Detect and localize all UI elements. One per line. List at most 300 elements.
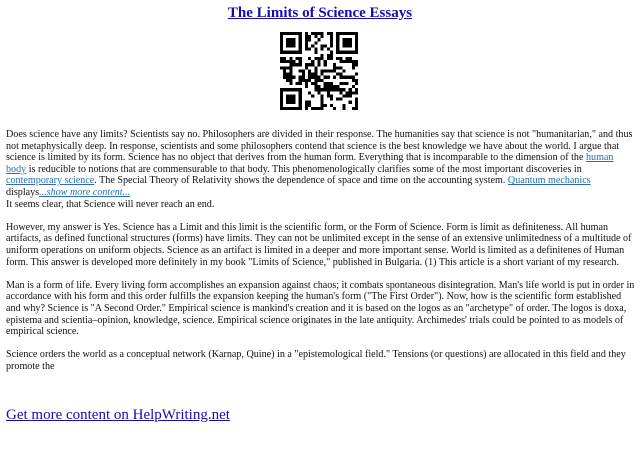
qr-module — [349, 38, 352, 41]
qr-module — [283, 32, 286, 35]
qr-module — [321, 44, 324, 47]
qr-module — [321, 69, 324, 72]
qr-module — [286, 101, 289, 104]
qr-module — [289, 76, 292, 79]
qr-module — [280, 48, 283, 51]
qr-module — [280, 91, 283, 94]
show-more-link[interactable]: ...show more content... — [39, 186, 131, 198]
qr-module — [352, 107, 355, 110]
qr-module — [292, 98, 295, 101]
qr-module — [349, 51, 352, 54]
qr-module — [355, 41, 358, 44]
qr-module — [314, 35, 317, 38]
qr-module — [330, 88, 333, 91]
qr-module — [283, 51, 286, 54]
qr-module — [346, 76, 349, 79]
qr-module — [299, 98, 302, 101]
qr-module — [324, 82, 327, 85]
human-body-link[interactable]: human body — [6, 152, 614, 175]
qr-module — [286, 76, 289, 79]
qr-module — [355, 35, 358, 38]
qr-module — [299, 57, 302, 60]
qr-module — [308, 48, 311, 51]
qr-module — [355, 82, 358, 85]
qr-module — [321, 88, 324, 91]
qr-module — [286, 38, 289, 41]
qr-module — [346, 57, 349, 60]
qr-module — [314, 73, 317, 76]
qr-module — [299, 76, 302, 79]
qr-module — [283, 66, 286, 69]
qr-module — [327, 54, 330, 57]
qr-module — [346, 94, 349, 97]
qr-module — [321, 79, 324, 82]
qr-module — [321, 101, 324, 104]
qr-module — [342, 88, 345, 91]
qr-module — [283, 107, 286, 110]
qr-module — [286, 32, 289, 35]
qr-module — [311, 32, 314, 35]
qr-module — [330, 85, 333, 88]
qr-module — [292, 88, 295, 91]
qr-module — [339, 32, 342, 35]
page-title — [0, 5, 640, 22]
qr-module — [336, 98, 339, 101]
qr-module — [342, 94, 345, 97]
qr-module — [308, 57, 311, 60]
qr-module — [333, 66, 336, 69]
qr-module — [305, 104, 308, 107]
qr-module — [286, 66, 289, 69]
qr-module — [321, 32, 324, 35]
qr-module — [336, 35, 339, 38]
text: is reducible to notions that are commensurable to that body. This phenomenologically clarifies some of the most important discoveries in — [26, 163, 582, 175]
qr-module — [280, 107, 283, 110]
qr-module — [336, 44, 339, 47]
qr-module — [286, 44, 289, 47]
qr-module — [289, 88, 292, 91]
qr-module — [321, 98, 324, 101]
qr-module — [302, 69, 305, 72]
qr-module — [352, 32, 355, 35]
qr-module — [355, 48, 358, 51]
qr-module — [346, 44, 349, 47]
qr-module — [339, 98, 342, 101]
qr-module — [355, 104, 358, 107]
qr-module — [305, 85, 308, 88]
qr-module — [349, 76, 352, 79]
title-link[interactable]: The Limits of Science Essays — [227, 5, 413, 21]
qr-module — [280, 44, 283, 47]
qr-module — [305, 32, 308, 35]
qr-module — [311, 76, 314, 79]
qr-module — [296, 51, 299, 54]
qr-module — [330, 69, 333, 72]
qr-module — [330, 104, 333, 107]
qr-module — [286, 88, 289, 91]
qr-module — [352, 91, 355, 94]
qr-module — [355, 98, 358, 101]
qr-module — [317, 79, 320, 82]
qr-module — [286, 107, 289, 110]
qr-module — [342, 104, 345, 107]
qr-module — [299, 79, 302, 82]
qr-module — [292, 101, 295, 104]
qr-module — [346, 60, 349, 63]
qr-module — [299, 44, 302, 47]
qr-module — [289, 79, 292, 82]
qr-module — [286, 41, 289, 44]
qr-module — [292, 107, 295, 110]
qr-module — [355, 79, 358, 82]
qr-module — [317, 60, 320, 63]
qr-module — [333, 85, 336, 88]
qr-module — [299, 104, 302, 107]
qr-module — [349, 94, 352, 97]
qr-module — [317, 85, 320, 88]
qr-module — [314, 41, 317, 44]
qr-module — [339, 82, 342, 85]
qr-module — [314, 107, 317, 110]
qr-module — [289, 107, 292, 110]
qr-module — [280, 66, 283, 69]
qr-module — [324, 104, 327, 107]
qr-module — [308, 76, 311, 79]
qr-module — [336, 32, 339, 35]
qr-module — [280, 101, 283, 104]
qr-module — [286, 60, 289, 63]
qr-module — [314, 79, 317, 82]
paragraph-2: However, my answer is Yes. Science has a Limit and this limit is the scientific form, or the Form of Science. Form is limit as definiteness. All human artifacts, as defined functional structures (forms) have limits. They can not be unlimited except in the sense of an extensive unlimitedness of a multitude of uniform operations on uniform objects. Science as an artifact is limited in a deeper and more important sense. World is limited as a definitenes of Human form. This answer is developed more definitely in my book "Limits of Science," published in Bulgaria. (1) This article is a short variant of my research. — [6, 221, 632, 268]
qr-module — [355, 63, 358, 66]
qr-module — [314, 57, 317, 60]
get-more-content-link[interactable]: Get more content on HelpWriting.net — [6, 407, 230, 423]
qr-module — [311, 63, 314, 66]
text: Does science have any limits? Scientists say no. Philosophers are divided in their response. The humanities say that science is not "humanitarian," and thus not metaphysically deep. In response, scientists and some philosophers contend that science is the best knowledge we have about the world. I argue that science is limited by its form. Science has no object that derives from the human form. Everything that is incomparable to the dimension of the — [6, 129, 633, 164]
qr-module — [292, 32, 295, 35]
qr-module — [339, 88, 342, 91]
qr-module — [355, 107, 358, 110]
qr-module — [321, 48, 324, 51]
qr-module — [336, 48, 339, 51]
qr-module — [302, 73, 305, 76]
qr-module — [299, 69, 302, 72]
qr-module — [352, 60, 355, 63]
qr-module — [305, 44, 308, 47]
footer — [6, 407, 230, 424]
qr-module — [352, 76, 355, 79]
qr-module — [342, 44, 345, 47]
qr-module — [308, 35, 311, 38]
qr-code — [280, 32, 358, 110]
qr-module — [330, 54, 333, 57]
qr-module — [305, 35, 308, 38]
qr-module — [317, 91, 320, 94]
qr-module — [280, 38, 283, 41]
qr-module — [299, 94, 302, 97]
qr-module — [299, 88, 302, 91]
qr-module — [342, 41, 345, 44]
paragraph-3: Man is a form of life. Every living form accomplishes an expansion against chaos; it combats spontaneous disintegration. Man's life world is put in order in accordance with his form and this order fulfills the expansion keeping the human's form ("The First Order"). Now, how is the scientific form established and why? Science is "A Second Order." Empirical science is mankind's creation and it is based on the logos as an "archetype" of order. The logos is doxa, epistema and scientia–opinion, knowledge, science. Empirical science originates in the late antiquity. Archimedes' trials could be pointed to as models of empirical science. — [6, 279, 635, 338]
qr-module — [342, 60, 345, 63]
qr-module — [289, 66, 292, 69]
qr-module — [352, 63, 355, 66]
qr-module — [346, 82, 349, 85]
qr-module — [289, 60, 292, 63]
qr-module — [305, 48, 308, 51]
qr-module — [355, 101, 358, 104]
qr-module — [292, 76, 295, 79]
qr-module — [349, 88, 352, 91]
qr-module — [327, 88, 330, 91]
qr-module — [289, 32, 292, 35]
qr-module — [346, 38, 349, 41]
qr-module — [292, 38, 295, 41]
qr-module — [355, 38, 358, 41]
qr-module — [286, 51, 289, 54]
qr-module — [296, 63, 299, 66]
qr-module — [283, 69, 286, 72]
qr-module — [299, 91, 302, 94]
qr-module — [289, 82, 292, 85]
qr-module — [299, 35, 302, 38]
qr-module — [336, 66, 339, 69]
qr-module — [330, 98, 333, 101]
qr-module — [355, 60, 358, 63]
qr-module — [280, 104, 283, 107]
qr-module — [305, 41, 308, 44]
qr-module — [314, 69, 317, 72]
qr-module — [305, 101, 308, 104]
qr-module — [352, 79, 355, 82]
qr-module — [308, 63, 311, 66]
qr-module — [342, 76, 345, 79]
qr-module — [330, 57, 333, 60]
qr-module — [292, 41, 295, 44]
qr-module — [342, 107, 345, 110]
qr-module — [292, 94, 295, 97]
qr-module — [317, 63, 320, 66]
qr-module — [286, 94, 289, 97]
qr-module — [349, 57, 352, 60]
qr-module — [349, 60, 352, 63]
qr-module — [330, 44, 333, 47]
qr-module — [321, 73, 324, 76]
qr-module — [305, 38, 308, 41]
qr-module — [324, 63, 327, 66]
quantum-mechanics-link[interactable]: Quantum mechanics — [507, 175, 591, 187]
paragraph-4: Science orders the world as a conceptual network (Karnap, Quine) in a "epistemological field." Tensions (or questions) are allocated in this field and they promote the — [6, 349, 626, 372]
essay-body — [6, 129, 636, 384]
qr-module — [327, 91, 330, 94]
qr-module — [305, 63, 308, 66]
qr-module — [289, 44, 292, 47]
qr-module — [289, 63, 292, 66]
qr-module — [352, 66, 355, 69]
qr-module — [352, 85, 355, 88]
text: . The Special Theory of Relativity shows the dependence of space and time on the accounting system. — [94, 175, 508, 187]
qr-module — [308, 79, 311, 82]
qr-module — [308, 73, 311, 76]
qr-module — [339, 91, 342, 94]
qr-module — [330, 35, 333, 38]
qr-module — [352, 51, 355, 54]
qr-module — [299, 60, 302, 63]
qr-module — [330, 82, 333, 85]
qr-module — [321, 35, 324, 38]
qr-module — [342, 38, 345, 41]
qr-module — [324, 60, 327, 63]
qr-module — [339, 60, 342, 63]
qr-module — [308, 104, 311, 107]
qr-module — [342, 69, 345, 72]
qr-module — [280, 32, 283, 35]
qr-module — [355, 91, 358, 94]
qr-module — [349, 44, 352, 47]
qr-module — [299, 32, 302, 35]
contemporary-science-link[interactable]: contemporary science — [6, 175, 95, 187]
qr-module — [327, 85, 330, 88]
qr-module — [333, 88, 336, 91]
qr-module — [330, 32, 333, 35]
qr-module — [339, 57, 342, 60]
qr-module — [339, 76, 342, 79]
qr-module — [314, 66, 317, 69]
qr-module — [299, 107, 302, 110]
qr-module — [311, 107, 314, 110]
qr-module — [327, 82, 330, 85]
qr-module — [280, 51, 283, 54]
qr-module — [317, 57, 320, 60]
qr-module — [292, 51, 295, 54]
qr-module — [296, 57, 299, 60]
text: It seems clear, that Science will never reach an end. — [6, 198, 215, 210]
qr-module — [296, 88, 299, 91]
qr-module — [280, 98, 283, 101]
qr-module — [296, 107, 299, 110]
qr-module — [289, 73, 292, 76]
qr-module — [299, 41, 302, 44]
qr-module — [336, 85, 339, 88]
qr-module — [289, 38, 292, 41]
qr-module — [349, 101, 352, 104]
qr-module — [355, 44, 358, 47]
qr-module — [355, 88, 358, 91]
qr-module — [324, 44, 327, 47]
qr-module — [283, 57, 286, 60]
qr-module — [286, 98, 289, 101]
qr-module — [308, 69, 311, 72]
qr-module — [355, 73, 358, 76]
qr-module — [314, 76, 317, 79]
qr-module — [289, 98, 292, 101]
qr-module — [330, 41, 333, 44]
qr-module — [336, 73, 339, 76]
qr-module — [317, 88, 320, 91]
qr-module — [296, 32, 299, 35]
qr-module — [333, 107, 336, 110]
qr-module — [324, 85, 327, 88]
qr-module — [305, 79, 308, 82]
qr-module — [314, 88, 317, 91]
qr-module — [346, 51, 349, 54]
qr-module — [299, 63, 302, 66]
qr-module — [330, 94, 333, 97]
qr-module — [339, 66, 342, 69]
qr-module — [314, 85, 317, 88]
qr-module — [336, 51, 339, 54]
qr-module — [324, 76, 327, 79]
qr-module — [299, 38, 302, 41]
qr-module — [283, 73, 286, 76]
qr-module — [311, 82, 314, 85]
qr-module — [317, 38, 320, 41]
qr-module — [289, 101, 292, 104]
qr-module — [327, 69, 330, 72]
qr-module — [305, 66, 308, 69]
qr-module — [321, 104, 324, 107]
qr-module — [324, 88, 327, 91]
qr-module — [283, 76, 286, 79]
qr-module — [299, 101, 302, 104]
qr-module — [314, 51, 317, 54]
qr-module — [346, 41, 349, 44]
qr-module — [346, 91, 349, 94]
qr-module — [342, 82, 345, 85]
qr-module — [299, 48, 302, 51]
qr-module — [321, 54, 324, 57]
qr-module — [280, 35, 283, 38]
qr-module — [339, 51, 342, 54]
qr-module — [330, 38, 333, 41]
qr-module — [330, 51, 333, 54]
qr-module — [308, 101, 311, 104]
qr-module — [292, 60, 295, 63]
qr-module — [327, 57, 330, 60]
qr-module — [336, 57, 339, 60]
qr-module — [317, 32, 320, 35]
qr-module — [299, 51, 302, 54]
qr-module — [336, 41, 339, 44]
qr-module — [333, 63, 336, 66]
qr-module — [333, 76, 336, 79]
qr-module — [314, 32, 317, 35]
qr-module — [314, 82, 317, 85]
qr-module — [302, 79, 305, 82]
qr-module — [302, 76, 305, 79]
qr-module — [292, 44, 295, 47]
qr-module — [339, 73, 342, 76]
qr-module — [324, 69, 327, 72]
qr-module — [308, 91, 311, 94]
qr-module — [311, 94, 314, 97]
qr-module — [336, 38, 339, 41]
qr-module — [305, 82, 308, 85]
qr-module — [349, 41, 352, 44]
qr-module — [333, 69, 336, 72]
qr-module — [283, 88, 286, 91]
qr-module — [296, 82, 299, 85]
qr-module — [346, 32, 349, 35]
qr-module — [305, 107, 308, 110]
paragraph-1 — [6, 129, 636, 210]
qr-module — [342, 32, 345, 35]
qr-module — [308, 38, 311, 41]
qr-module — [349, 91, 352, 94]
qr-module — [311, 44, 314, 47]
qr-module — [280, 94, 283, 97]
qr-module — [286, 73, 289, 76]
